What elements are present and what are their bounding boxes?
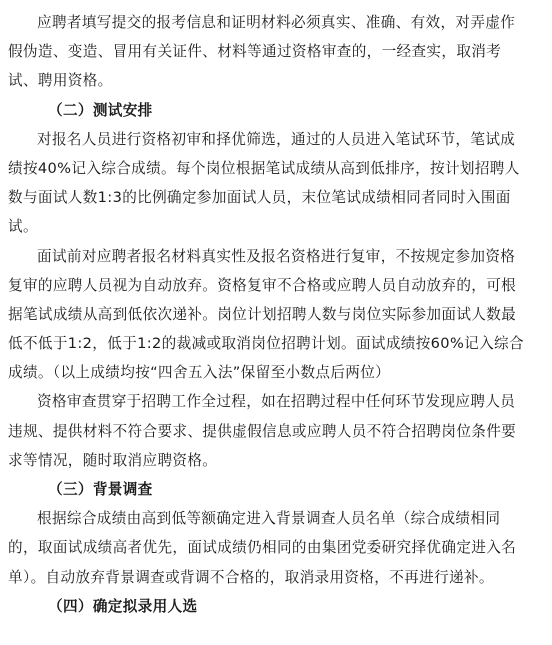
text-line: 低不低于1:2，低于1:2的裁减或取消岗位招聘计划。面试成绩按60%记入综合 [8,335,524,353]
text-line: 面试前对应聘者报名材料真实性及报名资格进行复审，不按规定参加资格 [37,247,516,265]
text-line: 单）。自动放弃背景调查或背调不合格的，取消录用资格，不再进行递补。 [8,568,494,586]
section-heading: （三）背景调查 [48,481,153,498]
text-line: 绩按40%记入综合成绩。每个岗位根据笔试成绩从高到低排序，按计划招聘人 [8,159,520,177]
text-line: 资格审查贯穿于招聘工作全过程，如在招聘过程中任何环节发现应聘人员 [37,393,516,411]
text-line: 根据综合成绩由高到低等额确定进入背景调查人员名单（综合成绩相同 [37,510,501,528]
text-line: 复审的应聘人员视为自动放弃。资格复审不合格或应聘人员自动放弃的，可根 [8,276,517,294]
text-line: 试、聘用资格。 [8,72,113,90]
text-line: 的，取面试成绩高者优先，面试成绩仍相同的由集团党委研究择优确定进入名 [8,539,517,557]
text-line: 据笔试成绩从高到低依次递补。岗位计划招聘人数与岗位实际参加面试人数最 [8,305,517,323]
text-line: 应聘者填写提交的报考信息和证明材料必须真实、准确、有效，对弄虚作 [37,14,516,31]
text-line: 违规、提供材料不符合要求、提供虚假信息或应聘人员不符合招聘岗位条件要 [8,422,517,440]
section-heading: （二）测试安排 [48,101,153,119]
text-line: 假伪造、变造、冒用有关证件、材料等通过资格审查的，一经查实，取消考 [8,43,502,61]
section-heading: （四）确定拟录用人选 [48,597,198,615]
text-line: 对报名人员进行资格初审和择优筛选，通过的人员进入笔试环节，笔试成 [37,130,516,148]
text-line: 成绩。（以上成绩均按“四舍五入法”保留至小数点后两位） [8,364,391,382]
text-line: 数与面试人数1:3的比例确定参加面试人员，末位笔试成绩相同者同时入围面 [8,189,511,207]
text-line: 试。 [8,218,38,236]
text-line: 求等情况，随时取消应聘资格。 [8,451,218,469]
